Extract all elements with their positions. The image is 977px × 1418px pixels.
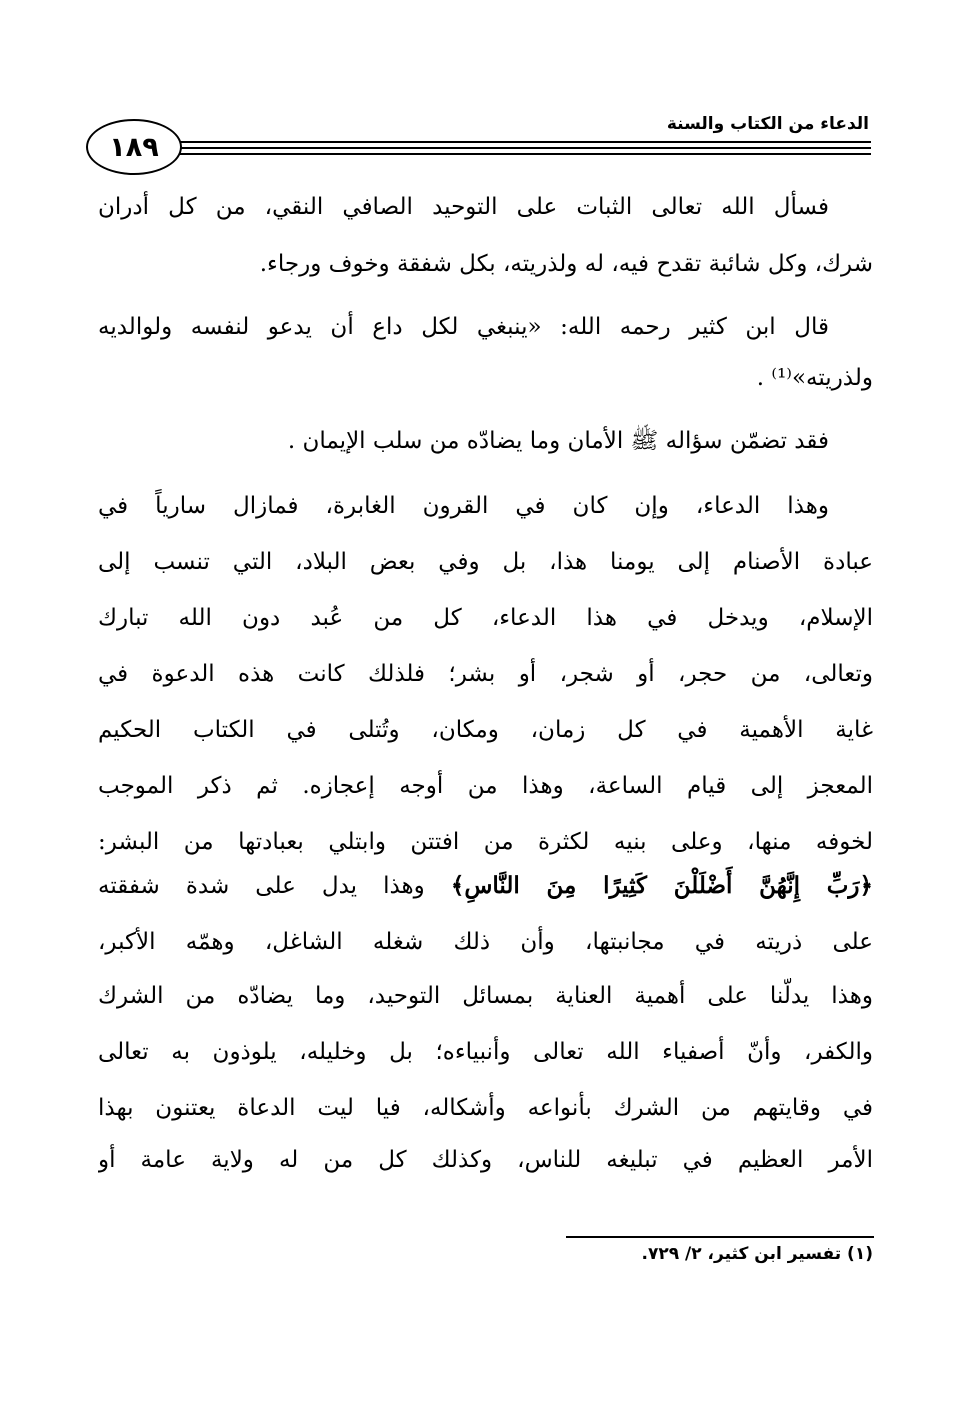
text-line: والكفر، وأنّ أصفياء الله تعالى وأنبياءه؛ بل وخليله، يلوذون به تعالى	[98, 1039, 873, 1065]
text-line: قال ابن كثير رحمه الله: «ينبغي لكل داع أن يدعو لنفسه ولوالديه	[98, 314, 829, 340]
page-number	[86, 119, 182, 175]
text-line: ولذريته»⁽¹⁾ .	[756, 365, 873, 391]
text-line: الإسلام، ويدخل في هذا الدعاء، كل من عُبد دون الله تبارك	[98, 605, 873, 631]
header-rule	[170, 141, 871, 143]
text-line: عبادة الأصنام إلى يومنا هذا، بل وفي بعض البلاد، التي تنسب إلى	[98, 549, 873, 575]
text-line: شرك، وكل شائبة تقدح فيه، له ولذريته، بكل شفقة وخوف ورجاء.	[259, 251, 873, 277]
text-line: المعجز إلى قيام الساعة، وهذا من أوجه إعجازه. ثم ذكر الموجب	[98, 773, 873, 799]
text-line: على ذريته في مجانبتها، وأن ذلك شغله الشاغل، وهمّه الأكبر،	[98, 929, 873, 955]
text-line: فقد تضمّن سؤاله ﷺ الأمان وما يضادّه من سلب الإيمان .	[287, 428, 829, 454]
text-line: الأمر العظيم في تبليغه للناس، وكذلك كل من له ولاية عامة أو	[98, 1147, 873, 1173]
header-rule	[170, 153, 871, 155]
page-number-text: ١٨٩	[109, 131, 159, 163]
text-line: وهذا يدلّنا على أهمية العناية بمسائل التوحيد، وما يضادّه من الشرك	[98, 983, 873, 1009]
footnote-rule	[566, 1236, 874, 1238]
text-line: غاية الأهمية في كل زمان، ومكان، وتُتلى في الكتاب الحكيم	[98, 717, 873, 743]
text-line: وهذا الدعاء، وإن كان في القرون الغابرة، فمازال سارياً في	[98, 493, 829, 519]
footnote: (١) تفسير ابن كثير، ٢/ ٧٢٩.	[641, 1244, 873, 1264]
text-segment: وهذا يدل على شدة شفقته	[98, 873, 425, 899]
quran-verse: ﴿رَبِّ إِنَّهُنَّ أَضْلَلْنَ كَثِيرًا مِنَ النَّاسِ﴾	[450, 872, 873, 899]
text-line: فسأل الله تعالى الثبات على التوحيد الصافي النقي، من كل أدران	[98, 194, 829, 220]
text-line: في وقايتهم من الشرك بأنواعه وأشكاله، فيا ليت الدعاة يعتنون بهذا	[98, 1095, 873, 1121]
text-line-with-verse	[98, 866, 873, 906]
text-line: لخوفه منها، وعلى بنيه لكثرة من افتتن وابتلي بعبادتها من البشر:	[98, 829, 873, 855]
text-line: وتعالى، من حجر، أو شجر، أو بشر؛ فلذلك كانت هذه الدعوة في	[98, 661, 873, 687]
running-title: الدعاء من الكتاب والسنة	[666, 114, 869, 134]
header-rule	[170, 147, 871, 149]
